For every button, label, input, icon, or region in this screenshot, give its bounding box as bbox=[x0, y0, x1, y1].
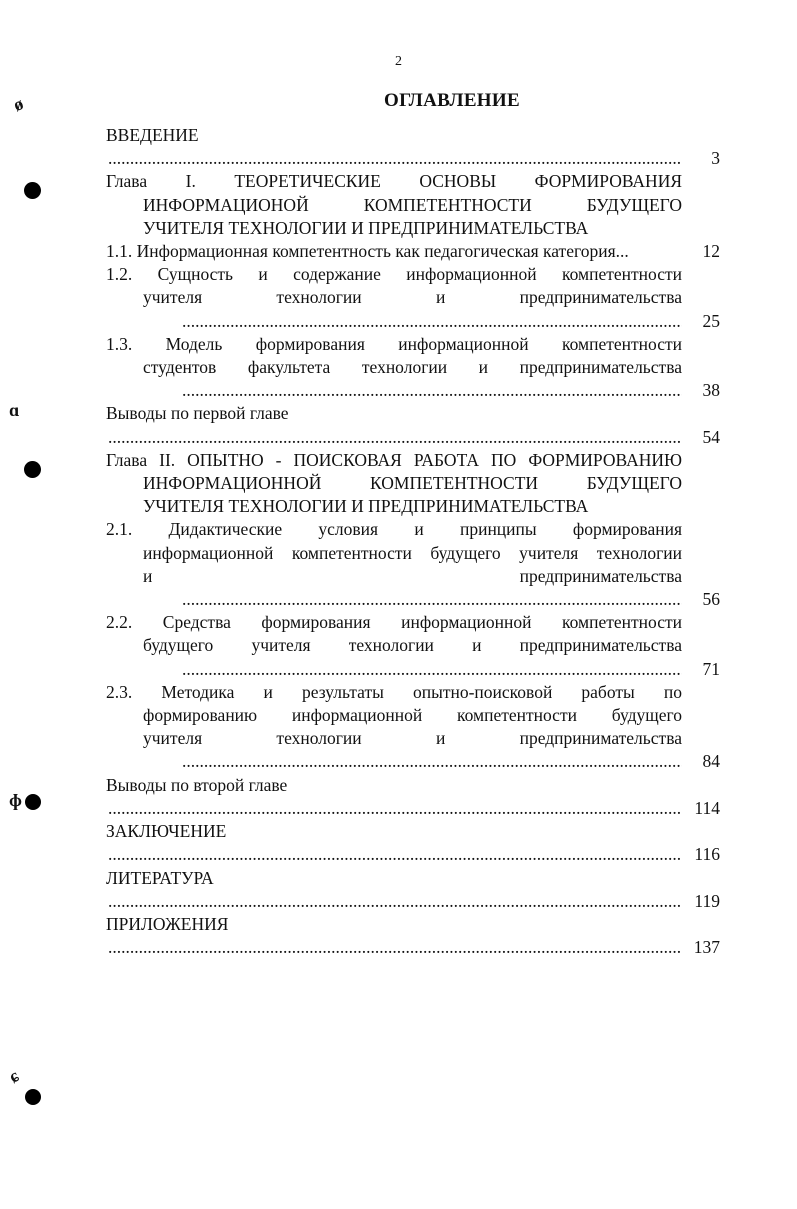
toc-entry-conclusions-1 bbox=[106, 402, 720, 448]
toc-entry-text: Глава II. ОПЫТНО - ПОИСКОВАЯ РАБОТА ПО ФОРМИРОВАНИЮ bbox=[106, 449, 682, 470]
punch-hole-icon bbox=[25, 1089, 41, 1105]
toc-entry-text: 1.2. Сущность и содержание информационной компетентности bbox=[106, 264, 682, 285]
toc-entry-text: Выводы по второй главе bbox=[106, 774, 288, 795]
toc-entry-text: Выводы по первой главе bbox=[106, 403, 289, 424]
toc-entry-section-1-2 bbox=[106, 263, 720, 333]
margin-scribble-icon: ɸ bbox=[9, 790, 22, 810]
toc-entry-text: УЧИТЕЛЯ ТЕХНОЛОГИИ И ПРЕДПРИНИМАТЕЛЬСТВА bbox=[143, 217, 589, 238]
toc-entry-literature bbox=[106, 867, 720, 913]
toc-entry-text: 2.2. Средства формирования информационной компетентности bbox=[106, 612, 682, 633]
toc-entry-text: ЛИТЕРАТУРА bbox=[106, 867, 214, 888]
toc-entry-page: 116 bbox=[694, 844, 720, 865]
toc-entry-text: 2.3. Методика и результаты опытно-поисковой работы по bbox=[106, 681, 682, 702]
toc-entry-text: Глава I. ТЕОРЕТИЧЕСКИЕ ОСНОВЫ ФОРМИРОВАНИЯ bbox=[106, 171, 682, 192]
table-of-contents bbox=[106, 124, 720, 959]
toc-entry-text: и предпринимательства bbox=[143, 565, 682, 586]
toc-entry-page: 54 bbox=[702, 426, 720, 447]
toc-entry-text: ИНФОРМАЦИОНОЙ КОМПЕТЕНТНОСТИ БУДУЩЕГО bbox=[143, 194, 682, 215]
toc-entry-text: УЧИТЕЛЯ ТЕХНОЛОГИИ И ПРЕДПРИНИМАТЕЛЬСТВА bbox=[143, 496, 589, 517]
toc-entry-text: студентов факультета технологии и предпринимательства bbox=[143, 357, 682, 378]
toc-entry-conclusions-2 bbox=[106, 774, 720, 820]
toc-entry-text: 1.1. Информационная компетентность как педагогическая категория... bbox=[106, 241, 629, 262]
toc-entry-text: ЗАКЛЮЧЕНИЕ bbox=[106, 821, 227, 842]
toc-entry-page: 114 bbox=[694, 797, 720, 818]
toc-entry-text: ПРИЛОЖЕНИЯ bbox=[106, 913, 229, 934]
toc-entry-page: 25 bbox=[702, 310, 720, 331]
toc-entry-page: 12 bbox=[702, 241, 720, 262]
toc-entry-section-2-3 bbox=[106, 681, 720, 774]
toc-entry-text: информационной компетентности будущего учителя технологии bbox=[143, 542, 682, 563]
margin-scribble-icon: ø bbox=[10, 93, 26, 115]
toc-entry-conclusion bbox=[106, 820, 720, 866]
toc-entry-introduction bbox=[106, 124, 720, 170]
toc-entry-page: 3 bbox=[711, 148, 720, 169]
toc-entry-text: будущего учителя технологии и предпринимательства bbox=[143, 635, 682, 656]
toc-entry-page: 38 bbox=[702, 380, 720, 401]
toc-entry-page: 56 bbox=[702, 589, 720, 610]
margin-scribble-icon: ɑ bbox=[9, 400, 20, 420]
toc-entry-text: учителя технологии и предпринимательства bbox=[143, 287, 682, 308]
toc-entry-text: 2.1. Дидактические условия и принципы формирования bbox=[106, 519, 682, 540]
toc-entry-text: формированию информационной компетентности будущего bbox=[143, 705, 682, 726]
toc-entry-text: ИНФОРМАЦИОННОЙ КОМПЕТЕНТНОСТИ БУДУЩЕГО bbox=[143, 473, 682, 494]
toc-entry-chapter-2 bbox=[106, 449, 720, 519]
page-number: 2 bbox=[395, 54, 402, 69]
toc-entry-section-1-3 bbox=[106, 333, 720, 403]
toc-entry-chapter-1 bbox=[106, 170, 720, 240]
toc-title: ОГЛАВЛЕНИЕ bbox=[384, 90, 520, 111]
toc-entry-text: ВВЕДЕНИЕ bbox=[106, 125, 199, 145]
toc-entry-text: учителя технологии и предпринимательства bbox=[143, 728, 682, 749]
punch-hole-icon bbox=[25, 794, 41, 810]
toc-entry-section-2-2 bbox=[106, 611, 720, 681]
punch-hole-icon bbox=[24, 182, 41, 199]
toc-entry-page: 119 bbox=[694, 890, 720, 911]
toc-entry-section-2-1 bbox=[106, 518, 720, 611]
toc-entry-page: 71 bbox=[702, 658, 720, 679]
toc-entry-page: 84 bbox=[702, 751, 720, 772]
toc-entry-section-1-1 bbox=[106, 240, 720, 263]
toc-entry-page: 137 bbox=[693, 937, 720, 958]
punch-hole-icon bbox=[24, 461, 41, 478]
toc-entry-appendices bbox=[106, 913, 720, 959]
toc-entry-text: 1.3. Модель формирования информационной компетентности bbox=[106, 333, 682, 354]
margin-scribble-icon: ɕ bbox=[5, 1065, 23, 1087]
